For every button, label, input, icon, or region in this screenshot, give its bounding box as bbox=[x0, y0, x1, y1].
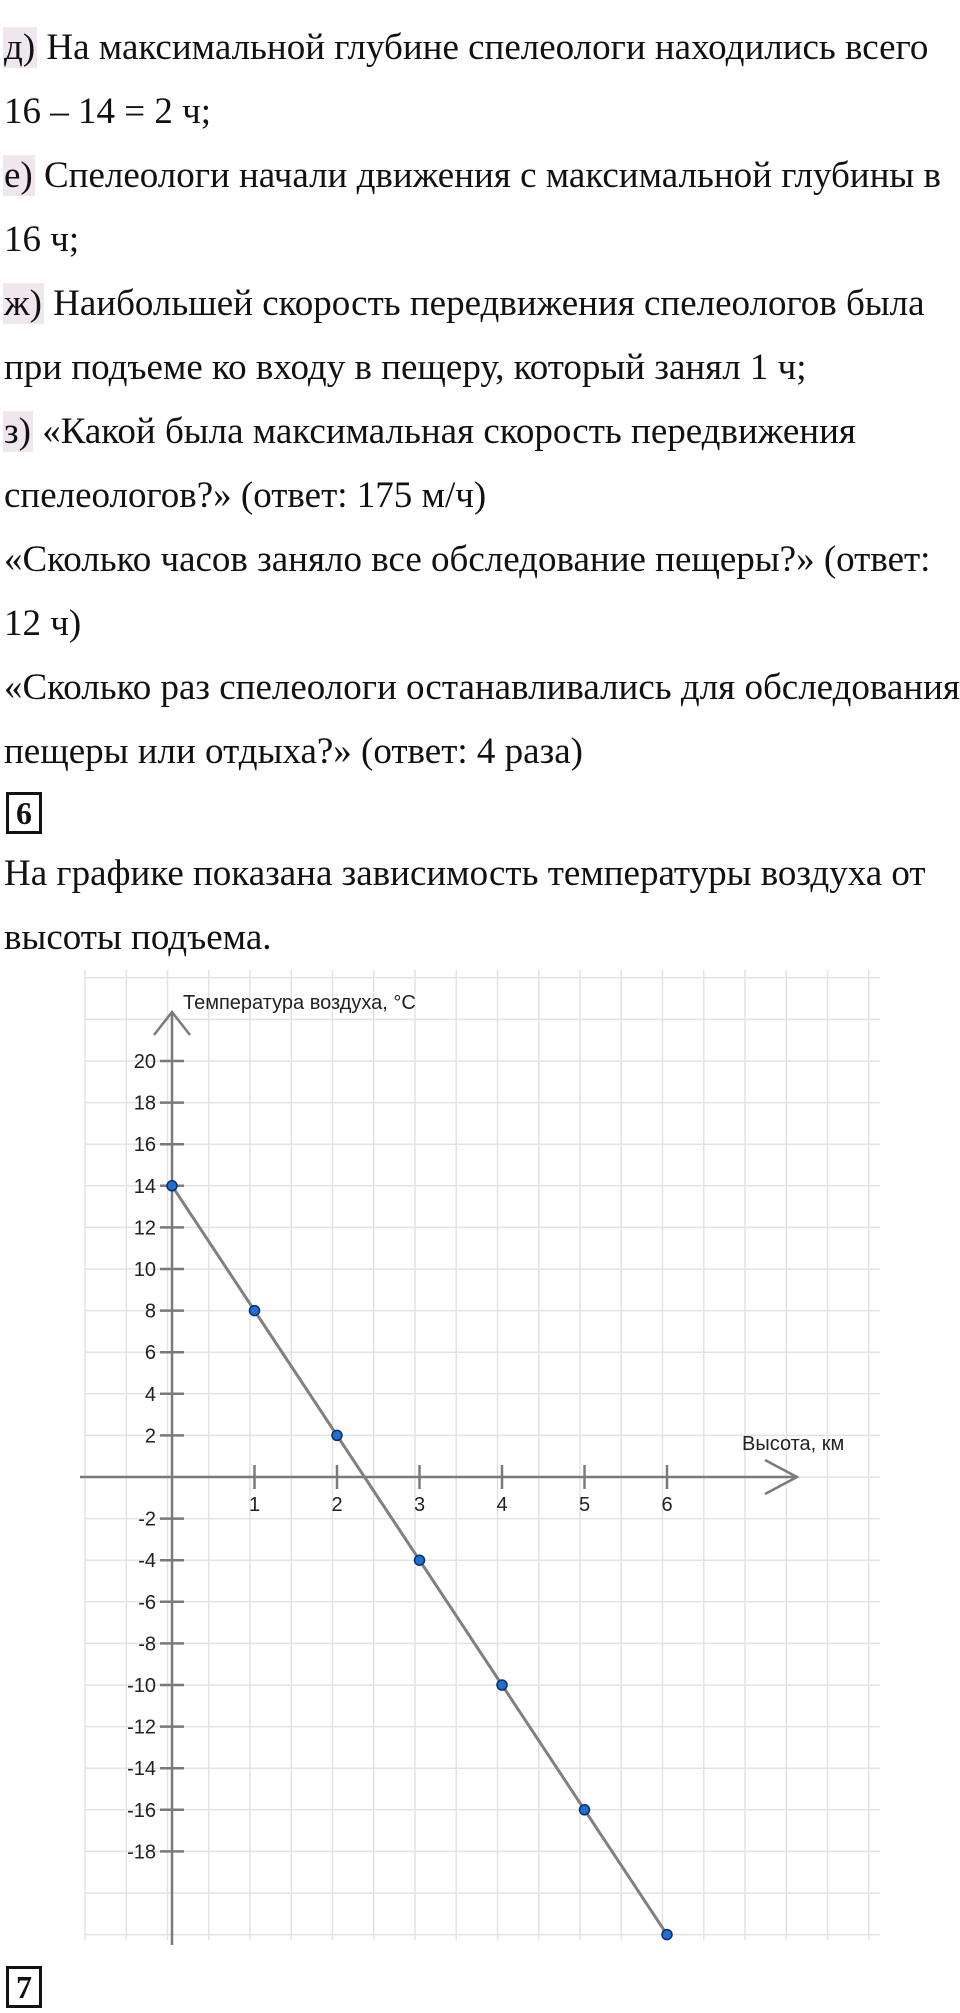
text-line-content: «Сколько часов заняло все обследование пещеры?» (ответ: bbox=[4, 539, 931, 580]
x-tick-label: 4 bbox=[496, 1494, 508, 1516]
y-tick-label: -12 bbox=[127, 1716, 156, 1739]
y-tick-label: 8 bbox=[144, 1300, 156, 1323]
text-line bbox=[4, 154, 941, 198]
y-tick-label: -16 bbox=[127, 1799, 156, 1822]
data-point bbox=[415, 1555, 425, 1565]
text-line-content: «Какой была максимальная скорость передвижения bbox=[32, 411, 856, 452]
text-line-content: пещеры или отдыха?» (ответ: 4 раза) bbox=[4, 731, 583, 772]
x-tick-label: 3 bbox=[413, 1494, 426, 1516]
text-line-content: спелеологов?» (ответ: 175 м/ч) bbox=[4, 475, 487, 516]
y-tick-label: 4 bbox=[144, 1383, 156, 1406]
y-tick-label: 2 bbox=[144, 1425, 156, 1448]
y-tick-label: -4 bbox=[138, 1550, 156, 1573]
text-line bbox=[4, 218, 79, 262]
y-axis-label: Температура воздуха, °С bbox=[183, 992, 416, 1014]
task-7-number: 7 bbox=[6, 1966, 42, 2008]
y-tick-label: 12 bbox=[133, 1217, 156, 1240]
x-tick-label: 1 bbox=[248, 1494, 261, 1516]
text-line bbox=[4, 346, 807, 390]
text-line-content: 16 – 14 = 2 ч; bbox=[4, 91, 212, 132]
x-axis-label: Высота, км bbox=[742, 1433, 845, 1455]
item-marker: ж) bbox=[4, 283, 42, 324]
text-line bbox=[4, 474, 486, 518]
data-point bbox=[250, 1306, 260, 1316]
text-line bbox=[4, 666, 960, 710]
text-line bbox=[4, 26, 928, 70]
data-point bbox=[662, 1930, 672, 1940]
temperature-altitude-chart bbox=[0, 960, 960, 1955]
y-tick-label: 18 bbox=[133, 1092, 156, 1115]
x-tick-label: 2 bbox=[331, 1494, 343, 1516]
task-6-text-line-2: высоты подъема. bbox=[4, 917, 272, 958]
task-6-number: 6 bbox=[6, 792, 42, 834]
text-line bbox=[4, 90, 211, 134]
y-tick-label: -18 bbox=[127, 1841, 156, 1864]
text-line bbox=[4, 410, 856, 454]
data-point bbox=[580, 1805, 590, 1815]
y-tick-label: 20 bbox=[133, 1051, 156, 1073]
data-point bbox=[332, 1430, 342, 1440]
text-line bbox=[4, 282, 925, 326]
text-line-content: Наибольшей скорость передвижения спелеологов была bbox=[43, 283, 925, 324]
item-marker: д) bbox=[4, 27, 36, 68]
text-line bbox=[4, 730, 583, 774]
task-6-text-line-1: На графике показана зависимость температуры воздуха от bbox=[4, 853, 926, 894]
y-tick-label: -10 bbox=[127, 1675, 156, 1697]
y-tick-label: -6 bbox=[138, 1591, 156, 1614]
item-marker: е) bbox=[4, 155, 33, 196]
y-tick-label: 10 bbox=[133, 1259, 156, 1281]
text-line-content: при подъеме ко входу в пещеру, который занял 1 ч; bbox=[4, 347, 807, 388]
x-tick-label: 5 bbox=[578, 1494, 591, 1516]
text-line-content: «Сколько раз спелеологи останавливались для обследования bbox=[4, 667, 960, 708]
text-line bbox=[4, 538, 930, 582]
data-point bbox=[497, 1680, 507, 1690]
text-line-content: На максимальной глубине спелеологи находились всего bbox=[37, 27, 929, 68]
text-line-content: 16 ч; bbox=[4, 219, 80, 260]
x-tick-label: 6 bbox=[661, 1494, 673, 1516]
text-line-content: 12 ч) bbox=[4, 603, 82, 644]
y-tick-label: 14 bbox=[133, 1175, 156, 1198]
y-tick-label: 16 bbox=[133, 1134, 156, 1157]
y-tick-label: -2 bbox=[138, 1508, 156, 1531]
text-line bbox=[4, 602, 81, 646]
y-tick-label: 6 bbox=[144, 1342, 156, 1365]
text-line-content: Спелеологи начали движения с максимальной глубины в bbox=[34, 155, 941, 196]
y-tick-label: -14 bbox=[127, 1758, 156, 1781]
item-marker: з) bbox=[4, 411, 31, 452]
data-point bbox=[167, 1181, 177, 1191]
y-tick-label: -8 bbox=[138, 1633, 156, 1656]
